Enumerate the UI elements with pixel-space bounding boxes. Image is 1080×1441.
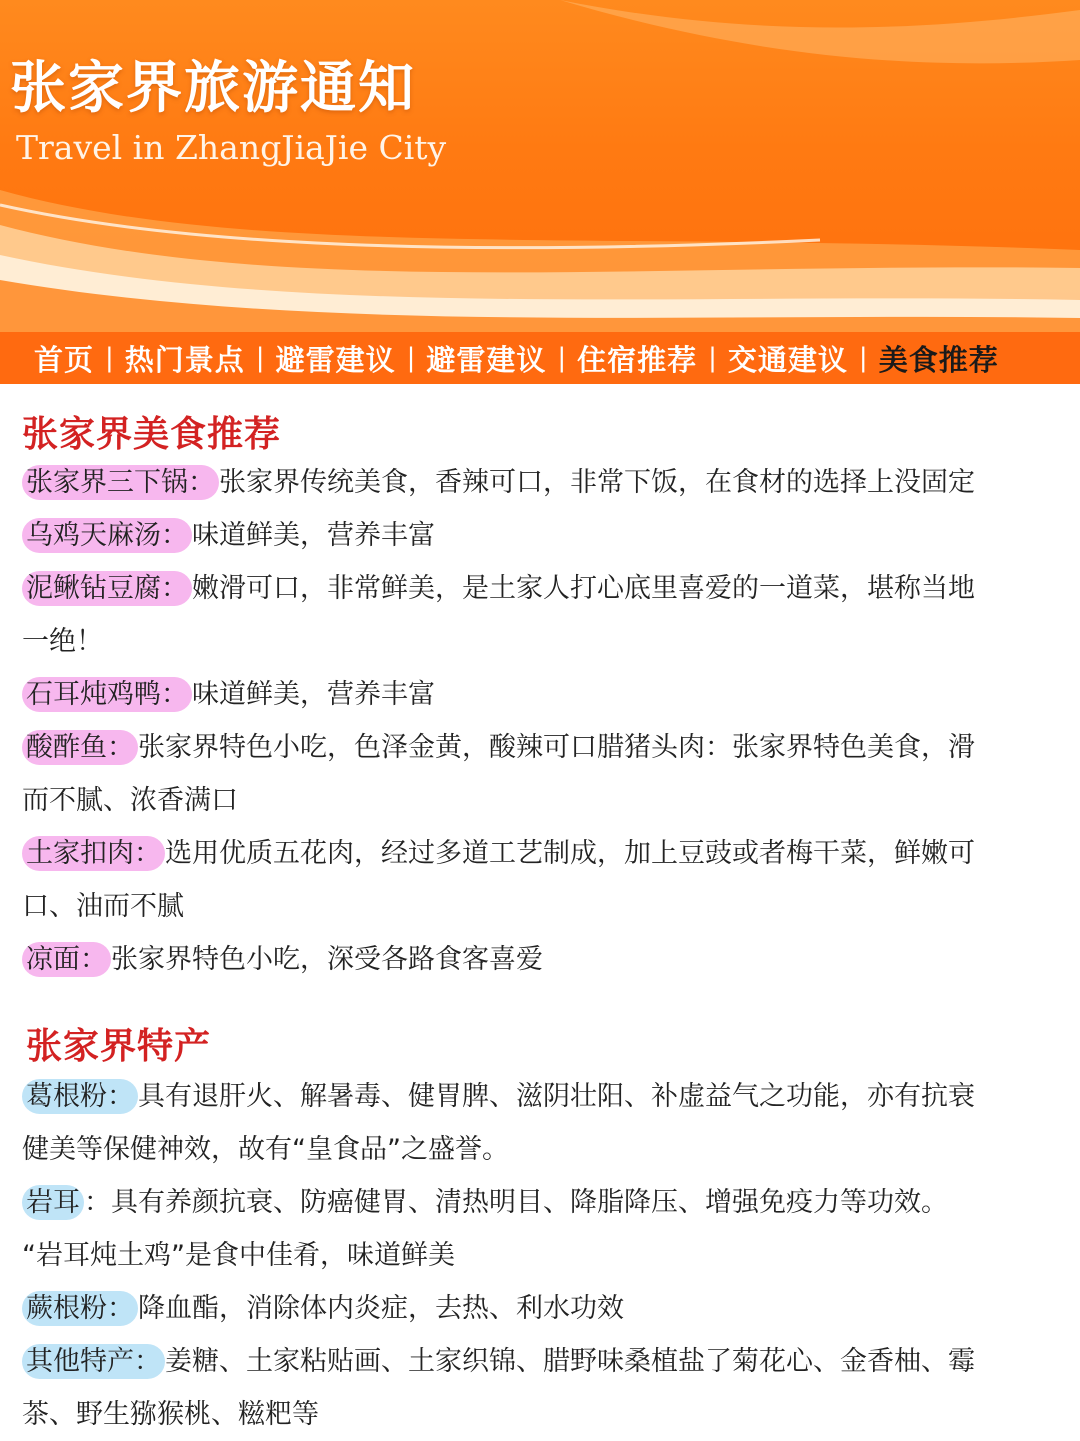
page-title: 张家界旅游通知 xyxy=(10,56,416,121)
specialty-item xyxy=(22,1176,1062,1229)
food-item-continuation: 而不腻、浓香满口 xyxy=(22,785,238,816)
food-item-name: 石耳炖鸡鸭： xyxy=(22,677,192,712)
specialty-item-continuation: “岩耳炖土鸡”是食中佳肴，味道鲜美 xyxy=(22,1240,455,1271)
food-item-name: 张家界三下锅： xyxy=(22,465,219,500)
nav-item-lodging[interactable]: 住宿推荐 xyxy=(577,342,698,377)
page-subtitle: Travel in ZhangJiaJie City xyxy=(16,128,447,167)
top-nav xyxy=(0,332,1080,384)
food-item xyxy=(22,456,1062,509)
food-item-desc: 张家界特色小吃，深受各路食客喜爱 xyxy=(111,944,543,975)
specialty-item-name: 葛根粉： xyxy=(22,1079,138,1114)
nav-item-pitfall-tips-2[interactable]: 避雷建议 xyxy=(426,342,547,377)
specialty-item xyxy=(22,1070,1062,1123)
specialty-item-desc: ：具有养颜抗衰、防癌健胃、清热明目、降脂降压、增强免疫力等功效。 xyxy=(84,1187,948,1218)
nav-separator: | xyxy=(557,343,567,373)
food-item-desc: 张家界特色小吃，色泽金黄，酸辣可口腊猪头肉：张家界特色美食，滑 xyxy=(138,732,975,763)
food-item xyxy=(22,933,1062,986)
food-item xyxy=(22,721,1062,774)
specialty-section-title: 张家界特产 xyxy=(26,1026,212,1067)
food-item-continuation: 口、油而不腻 xyxy=(22,891,184,922)
nav-separator: | xyxy=(858,343,868,373)
specialty-item-desc: 具有退肝火、解暑毒、健胃脾、滋阴壮阳、补虚益气之功能，亦有抗衰 xyxy=(138,1081,975,1112)
nav-item-transport[interactable]: 交通建议 xyxy=(727,342,848,377)
food-item-name: 凉面： xyxy=(22,942,111,977)
nav-separator: | xyxy=(708,343,717,373)
nav-item-hot-spots[interactable]: 热门景点 xyxy=(124,342,245,377)
food-item-desc: 味道鲜美，营养丰富 xyxy=(192,520,435,551)
nav-separator: | xyxy=(406,343,416,373)
food-item-name: 乌鸡天麻汤： xyxy=(22,518,192,553)
specialty-item-desc: 姜糖、土家粘贴画、土家织锦、腊野味桑植盐了菊花心、金香柚、霉 xyxy=(165,1346,975,1377)
food-item xyxy=(22,827,1062,880)
food-item-name: 泥鳅钻豆腐： xyxy=(22,571,192,606)
food-item xyxy=(22,668,1062,721)
specialty-item-name: 其他特产： xyxy=(22,1344,165,1379)
nav-item-food[interactable]: 美食推荐 xyxy=(878,342,999,377)
specialty-item xyxy=(22,1335,1062,1388)
specialty-item-continuation: 健美等保健神效，故有“皇食品”之盛誉。 xyxy=(22,1134,509,1165)
food-item-desc: 选用优质五花肉，经过多道工艺制成，加上豆豉或者梅干菜，鲜嫩可 xyxy=(165,838,975,869)
nav-separator: | xyxy=(255,343,265,373)
food-item-name: 酸酢鱼： xyxy=(22,730,138,765)
nav-separator: | xyxy=(105,343,114,373)
food-item xyxy=(22,509,1062,562)
nav-item-home[interactable]: 首页 xyxy=(34,342,95,377)
food-item-desc: 张家界传统美食，香辣可口，非常下饭，在食材的选择上没固定 xyxy=(219,467,975,498)
food-item-name: 土家扣肉： xyxy=(22,836,165,871)
food-item-continuation: 一绝！ xyxy=(22,626,103,657)
food-item-desc: 嫩滑可口，非常鲜美，是土家人打心底里喜爱的一道菜，堪称当地 xyxy=(192,573,975,604)
nav-item-pitfall-tips[interactable]: 避雷建议 xyxy=(275,342,396,377)
header-banner xyxy=(0,0,1080,332)
specialty-item xyxy=(22,1282,1062,1335)
food-section-title: 张家界美食推荐 xyxy=(22,414,282,455)
food-item-desc: 味道鲜美，营养丰富 xyxy=(192,679,435,710)
specialty-item-continuation: 茶、野生猕猴桃、糍粑等 xyxy=(22,1399,319,1430)
specialty-item-name: 蕨根粉： xyxy=(22,1291,138,1326)
specialty-item-desc: 降血酯，消除体内炎症，去热、利水功效 xyxy=(138,1293,624,1324)
food-item xyxy=(22,562,1062,615)
specialty-item-name: 岩耳 xyxy=(22,1185,84,1220)
